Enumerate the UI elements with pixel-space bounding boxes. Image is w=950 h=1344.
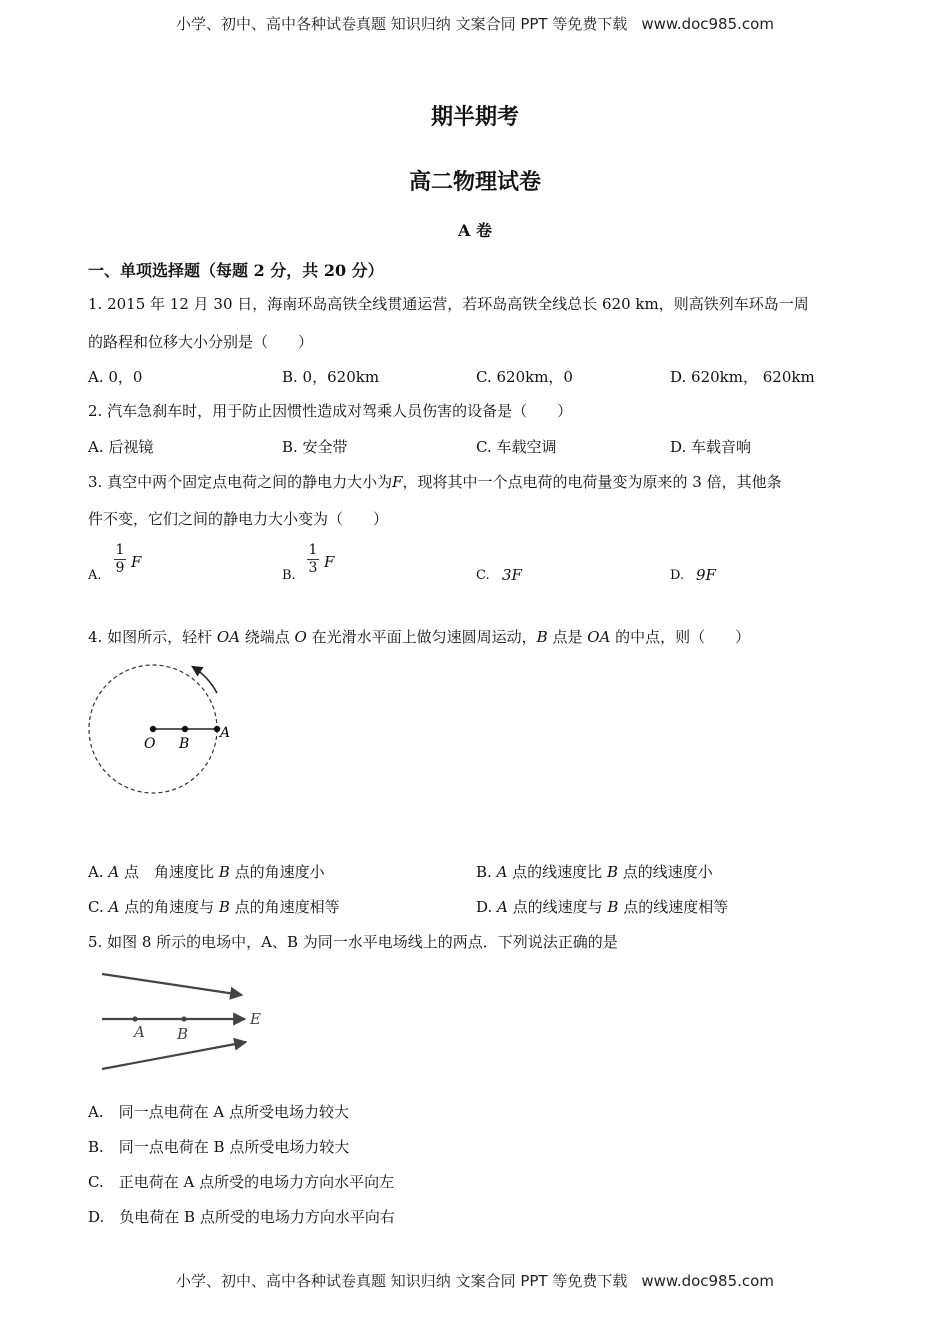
q3-b-numerator: 1 [308,542,318,558]
q4-option-d: D. A 点的线速度与 B 点的线速度相等 [476,898,729,916]
page-footer [0,1270,950,1291]
q3-stem-line2: 件不变，它们之间的静电力大小变为（ ） [88,510,389,528]
q1-option-a: A. 0，0 [88,368,143,386]
q3-option-b-fraction [307,543,319,576]
label-o: O [144,736,156,752]
q1-option-c: C. 620km，0 [476,368,573,386]
label-b: B [179,736,190,752]
q4-stem-part2: 绕端点 [240,628,295,646]
header-text: 小学、初中、高中各种试卷真题 知识归纳 文案合同 PPT 等免费下载 [176,15,628,33]
field-line-top [102,974,242,995]
q3-option-d-value: 9F [696,566,716,584]
q4-stem [88,626,750,647]
point-o [150,726,156,732]
q5-field-figure [95,968,280,1078]
q3-b-denominator: 3 [308,560,318,576]
footer-url[interactable]: www.doc985.com [641,1272,774,1290]
q5-option-a: A. 同一点电荷在 A 点所受电场力较大 [88,1103,349,1121]
rotation-arrow [193,667,217,693]
q3-option-c-label: C. [476,568,490,583]
q1-option-b: B. 0，620km [282,368,380,386]
q4-stem-part5: 的中点，则（ ） [610,628,751,646]
label-a: A [220,725,231,741]
label-a: A [134,1023,145,1041]
q5-stem: 5. 如图 8 所示的电场中，A、B 为同一水平电场线上的两点．下列说法正确的是 [88,933,618,951]
point-b [181,1016,186,1021]
q4-option-b: B. A 点的线速度比 B 点的线速度小 [476,863,713,881]
q3-stem-b: ，现将其中一个点电荷的电荷量变为原来的 3 倍，其他条 [402,473,782,491]
q3-stem-a: 3. 真空中两个固定点电荷之间的静电力大小为 [88,473,393,491]
q5-option-d: D. 负电荷在 B 点所受的电场力方向水平向右 [88,1208,395,1226]
q5-option-c: C. 正电荷在 A 点所受的电场力方向水平向左 [88,1173,395,1191]
field-line-bottom [102,1042,246,1069]
point-a [132,1016,137,1021]
label-b: B [177,1025,189,1043]
page-header [0,13,950,34]
q3-a-numerator: 1 [115,542,125,558]
q2-stem: 2. 汽车急刹车时，用于防止因惯性造成对驾乘人员伤害的设备是（ ） [88,402,573,420]
q3-option-a-fraction [114,543,126,576]
q4-stem-part1: 4. 如图所示，轻杆 [88,628,217,646]
q2-option-c: C. 车载空调 [476,438,557,456]
q3-option-a-label: A. [88,568,102,583]
label-e: E [250,1010,261,1028]
footer-text: 小学、初中、高中各种试卷真题 知识归纳 文案合同 PPT 等免费下载 [176,1272,628,1290]
q4-option-c: C. A 点的角速度与 B 点的角速度相等 [88,898,340,916]
q4-stem-part3: 在光滑水平面上做匀速圆周运动， [306,628,537,646]
q3-stem-line1 [88,471,782,492]
q3-option-c-value: 3F [502,566,522,584]
q3-a-var: F [131,553,142,571]
q4-var-b: B [536,628,548,646]
q3-a-denominator: 9 [115,560,125,576]
point-b [182,726,188,732]
q4-circle-figure [80,655,240,805]
q1-stem-line1: 1. 2015 年 12 月 30 日，海南环岛高铁全线贯通运营，若环岛高铁全线总长 620 km，则高铁列车环岛一周 [88,295,809,313]
q2-option-a: A. 后视镜 [88,438,154,456]
q2-option-d: D. 车载音响 [670,438,752,456]
header-url[interactable]: www.doc985.com [641,15,774,33]
q4-option-a: A. A 点 角速度比 B 点的角速度小 [88,863,325,881]
q3-b-var: F [324,553,335,571]
q3-var-f: F [392,473,403,491]
q4-var-oa2: OA [587,628,611,646]
q4-var-o: O [294,628,307,646]
exam-title: 期半期考 [430,104,519,130]
q4-stem-part4: 点是 [547,628,588,646]
q3-option-d-label: D. [670,568,685,583]
q2-option-b: B. 安全带 [282,438,348,456]
q1-option-d: D. 620km， 620km [670,368,815,386]
q5-option-b: B. 同一点电荷在 B 点所受电场力较大 [88,1138,350,1156]
q4-var-oa: OA [216,628,240,646]
exam-volume: A 卷 [458,221,492,240]
exam-subtitle: 高二物理试卷 [408,169,541,195]
section-title: 一、单项选择题（每题 2 分，共 20 分） [88,261,384,280]
q1-stem-line2: 的路程和位移大小分别是（ ） [88,333,314,351]
q3-option-b-label: B. [282,568,296,583]
